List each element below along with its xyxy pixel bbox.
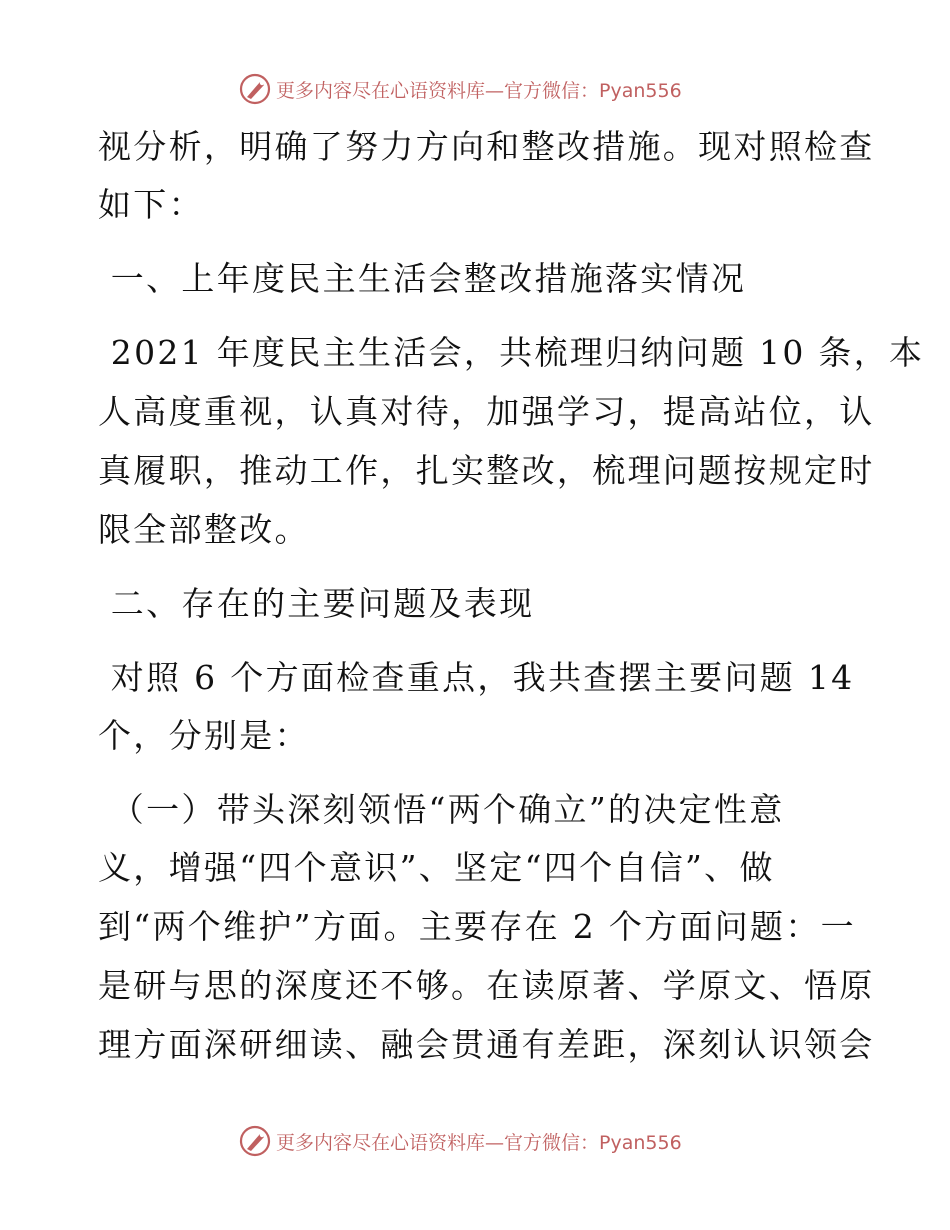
pen-circle-logo-icon	[238, 72, 272, 106]
body-line: 限全部整改。	[98, 510, 310, 549]
watermark-brand-text: 更多内容尽在心语资料库—	[276, 79, 505, 102]
body-line: 个，分别是：	[98, 716, 310, 755]
body-line: 理方面深研细读、融会贯通有差距，深刻认识领会	[98, 1025, 875, 1064]
body-line: 如下：	[98, 185, 204, 224]
watermark-brand-text: 更多内容尽在心语资料库—	[276, 1131, 505, 1154]
subsection-heading: （一）带头深刻领悟“两个确立”的决定性意	[98, 790, 785, 829]
section-heading: 一、上年度民主生活会整改措施落实情况	[98, 259, 747, 298]
body-line: 对照 6 个方面检查重点，我共查摆主要问题 14	[98, 658, 855, 697]
body-line: 视分析，明确了努力方向和整改措施。现对照检查	[98, 127, 875, 166]
header-watermark	[238, 72, 682, 106]
body-line: 真履职，推动工作，扎实整改，梳理问题按规定时	[98, 451, 875, 490]
body-line: 义，增强“四个意识”、坚定“四个自信”、做	[98, 848, 775, 887]
watermark-wechat-text: 官方微信：Pyan556	[504, 79, 682, 102]
body-line: 是研与思的深度还不够。在读原著、学原文、悟原	[98, 966, 875, 1005]
section-heading: 二、存在的主要问题及表现	[98, 584, 535, 623]
footer-watermark	[238, 1124, 682, 1158]
body-line: 人高度重视，认真对待，加强学习，提高站位，认	[98, 392, 875, 431]
watermark-wechat-text: 官方微信：Pyan556	[504, 1131, 682, 1154]
body-line: 到“两个维护”方面。主要存在 2 个方面问题：一	[98, 907, 856, 946]
body-line: 2021 年度民主生活会，共梳理归纳问题 10 条，本	[98, 333, 925, 372]
pen-circle-logo-icon	[238, 1124, 272, 1158]
